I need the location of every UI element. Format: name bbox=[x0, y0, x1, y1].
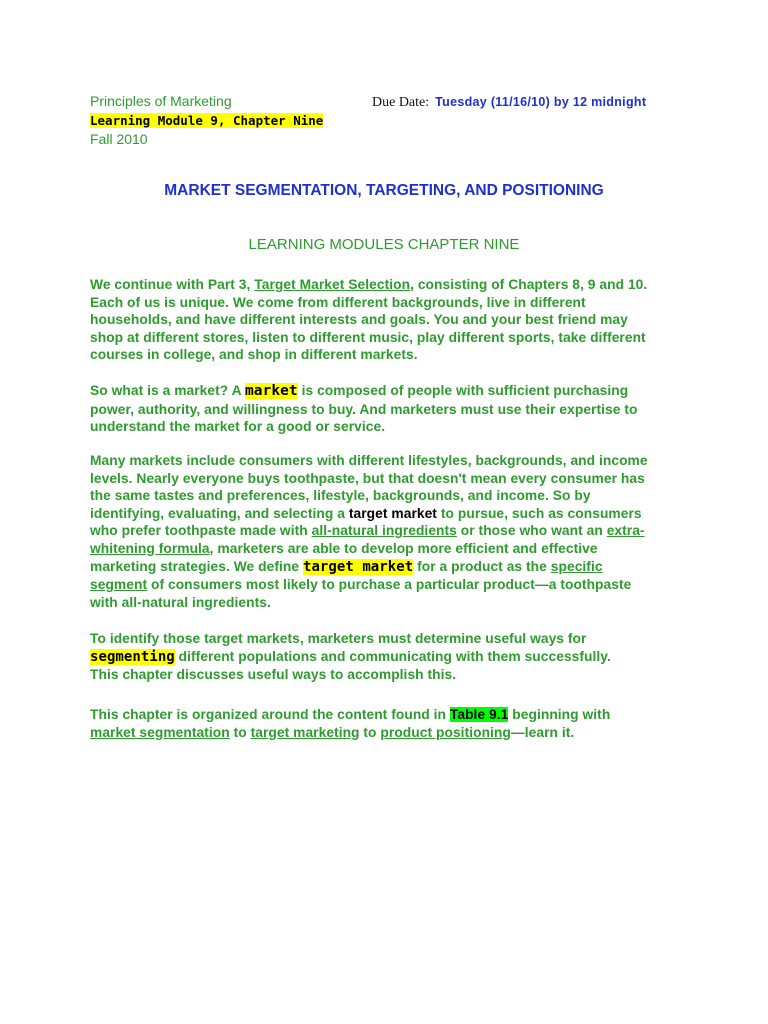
link-target-marketing[interactable]: target marketing bbox=[250, 724, 360, 740]
text: who prefer toothpaste made with bbox=[90, 523, 312, 539]
due-date-value: Tuesday (11/16/10) by 12 midnight bbox=[435, 95, 647, 109]
text-line: the same tastes and preferences, lifestyle, backgrounds, and income. So by bbox=[90, 488, 591, 504]
link-market-segmentation[interactable]: market segmentation bbox=[90, 724, 230, 740]
text: or those who want an bbox=[456, 523, 607, 539]
document-title: MARKET SEGMENTATION, TARGETING, AND POSITIONING bbox=[164, 182, 604, 199]
text: of consumers most likely to purchase a particular product—a toothpaste bbox=[147, 577, 632, 593]
text: different populations and communicating with them successfully. bbox=[174, 648, 611, 664]
text: to pursue, such as consumers bbox=[436, 505, 642, 521]
text-line: households, and have different interests and goals. You and your best friend may bbox=[90, 312, 628, 328]
term-target-market: target market bbox=[302, 558, 414, 575]
document-subtitle: LEARNING MODULES CHAPTER NINE bbox=[248, 236, 520, 253]
text: is composed of people with sufficient purchasing bbox=[297, 383, 629, 398]
text: , consisting of Chapters 8, 9 and 10. bbox=[410, 277, 648, 292]
text-line: courses in college, and shop in different markets. bbox=[90, 347, 418, 363]
link-extra-whitening[interactable]: extra- bbox=[606, 523, 645, 539]
text-line: This chapter discusses useful ways to accomplish this. bbox=[90, 667, 457, 683]
module-name: Learning Module 9, Chapter Nine bbox=[90, 113, 324, 128]
text-line: To identify those target markets, marketers must determine useful ways for bbox=[90, 631, 587, 646]
link-specific-segment[interactable]: specific bbox=[550, 558, 603, 574]
term-segmenting: segmenting bbox=[90, 648, 175, 665]
text: marketing strategies. We define bbox=[90, 558, 303, 574]
link-whitening-formula[interactable]: whitening formula bbox=[90, 540, 210, 556]
text: We continue with Part 3, bbox=[90, 277, 255, 292]
text: So what is a market? A bbox=[90, 383, 246, 398]
text-line: understand the market for a good or service. bbox=[90, 419, 386, 435]
paragraph-3 bbox=[90, 452, 710, 611]
course-term: Fall 2010 bbox=[90, 131, 148, 147]
due-date bbox=[372, 92, 646, 112]
text: for a product as the bbox=[413, 558, 551, 574]
due-date-label: Due Date: bbox=[372, 95, 430, 110]
text-line: Many markets include consumers with different lifestyles, backgrounds, and income bbox=[90, 453, 648, 468]
term-market: market bbox=[245, 383, 298, 399]
link-target-market-selection[interactable]: Target Market Selection bbox=[254, 277, 411, 292]
text-line: shop at different stores, listen to different music, play different sports, take different bbox=[90, 329, 646, 345]
link-product-positioning[interactable]: product positioning bbox=[380, 724, 511, 740]
text: beginning with bbox=[508, 707, 611, 722]
text-line: Each of us is unique. We come from different backgrounds, live in different bbox=[90, 294, 586, 310]
text: to bbox=[229, 724, 251, 740]
text-line: levels. Nearly everyone buys toothpaste, but that doesn't mean every consumer has bbox=[90, 470, 645, 486]
text: This chapter is organized around the content found in bbox=[90, 707, 450, 722]
text-line: with all-natural ingredients. bbox=[90, 594, 271, 610]
text: —learn it. bbox=[510, 724, 575, 740]
paragraph-5 bbox=[90, 706, 710, 741]
text: , marketers are able to develop more efficient and effective bbox=[209, 540, 598, 556]
term-target-market-inline: target market bbox=[348, 505, 437, 521]
table-9-1-reference[interactable]: Table 9.1 bbox=[449, 707, 509, 722]
paragraph-1 bbox=[90, 276, 710, 364]
course-header bbox=[90, 92, 323, 149]
link-segment[interactable]: segment bbox=[90, 577, 148, 593]
paragraph-4 bbox=[90, 630, 710, 684]
link-all-natural-ingredients[interactable]: all-natural ingredients bbox=[311, 523, 457, 539]
text-line: power, authority, and willingness to buy. And marketers must use their expertise to bbox=[90, 401, 638, 417]
text: identifying, evaluating, and selecting a bbox=[90, 505, 349, 521]
text: to bbox=[359, 724, 381, 740]
course-name: Principles of Marketing bbox=[90, 93, 232, 109]
paragraph-2 bbox=[90, 382, 710, 436]
